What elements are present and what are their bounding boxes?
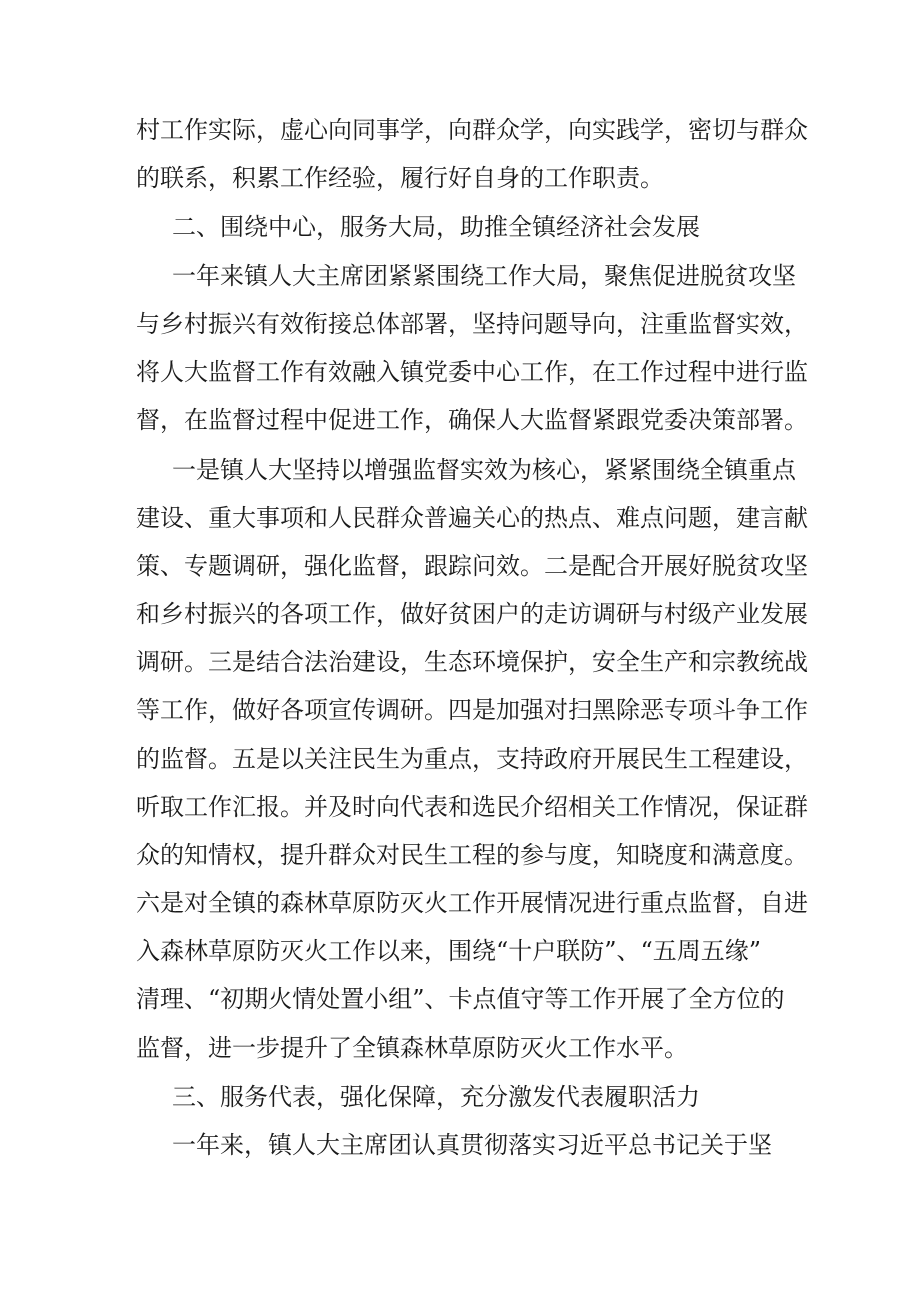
section-heading: 二、围绕中心，服务大局，助推全镇经济社会发展 xyxy=(172,213,700,241)
body-text-line: 督，在监督过程中促进工作，确保人大监督紧跟党委决策部署。 xyxy=(136,406,808,434)
paragraph-first-line: 一年来镇人大主席团紧紧围绕工作大局，聚焦促进脱贫攻坚 xyxy=(172,262,796,290)
body-text-line: 的联系，积累工作经验，履行好自身的工作职责。 xyxy=(136,164,664,192)
body-text-line: 的监督。五是以关注民生为重点，支持政府开展民生工程建设， xyxy=(136,745,808,773)
body-text-line: 听取工作汇报。并及时向代表和选民介绍相关工作情况，保证群 xyxy=(136,793,808,821)
body-text-line: 等工作，做好各项宣传调研。四是加强对扫黑除恶专项斗争工作 xyxy=(136,696,808,724)
paragraph-first-line: 一年来，镇人大主席团认真贯彻落实习近平总书记关于坚 xyxy=(172,1131,772,1159)
body-text-line: 监督，进一步提升了全镇森林草原防灭火工作水平。 xyxy=(136,1034,688,1062)
body-text-line: 入森林草原防灭火工作以来，围绕“十户联防”、“五周五缘” xyxy=(136,937,762,965)
body-text-line: 六是对全镇的森林草原防灭火工作开展情况进行重点监督，自进 xyxy=(136,889,808,917)
paragraph-first-line: 一是镇人大坚持以增强监督实效为核心，紧紧围绕全镇重点 xyxy=(172,456,796,484)
body-text-line: 和乡村振兴的各项工作，做好贫困户的走访调研与村级产业发展 xyxy=(136,600,808,628)
body-text-line: 众的知情权，提升群众对民生工程的参与度，知晓度和满意度。 xyxy=(136,841,808,869)
body-text-line: 建设、重大事项和人民群众普遍关心的热点、难点问题，建言献 xyxy=(136,504,808,532)
body-text-line: 与乡村振兴有效衔接总体部署，坚持问题导向，注重监督实效， xyxy=(136,310,808,338)
body-text-line: 调研。三是结合法治建设，生态环境保护，安全生产和宗教统战 xyxy=(136,648,808,676)
body-text-line: 清理、“初期火情处置小组”、卡点值守等工作开展了全方位的 xyxy=(136,985,785,1013)
section-heading: 三、服务代表，强化保障，充分激发代表履职活力 xyxy=(172,1083,700,1111)
body-text-line: 村工作实际，虚心向同事学，向群众学，向实践学，密切与群众 xyxy=(136,116,808,144)
body-text-line: 策、专题调研，强化监督，跟踪问效。二是配合开展好脱贫攻坚 xyxy=(136,552,808,580)
body-text-line: 将人大监督工作有效融入镇党委中心工作，在工作过程中进行监 xyxy=(136,358,808,386)
